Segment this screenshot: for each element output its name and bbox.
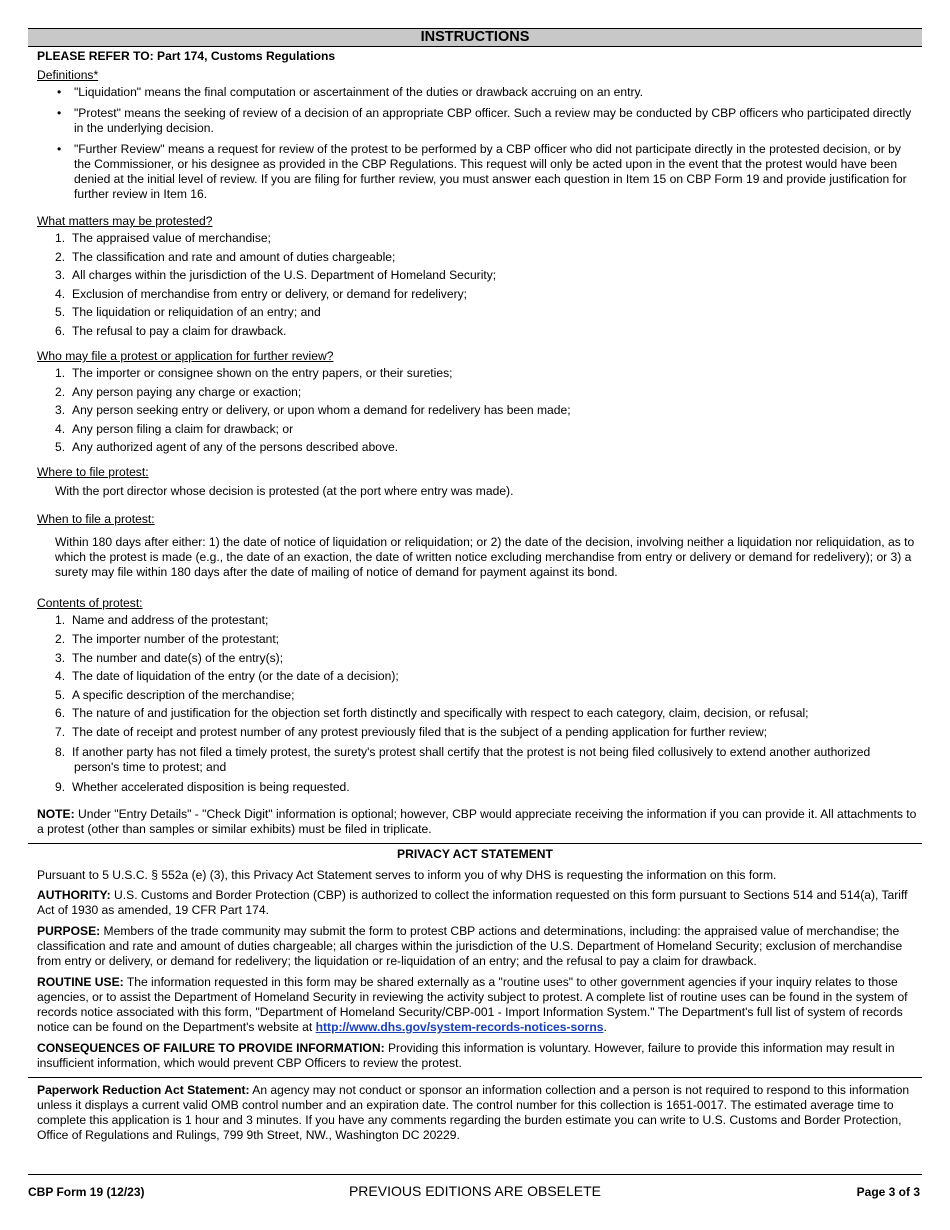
where-text: With the port director whose decision is protested (at the port where entry was made). — [55, 484, 514, 499]
list-item: 6. The nature of and justification for the objection set forth distinctly and specifically with respect to each category, claim, decision, or refusal; — [55, 706, 809, 721]
list-item: 6. The refusal to pay a claim for drawback. — [55, 323, 287, 338]
authority-paragraph: AUTHORITY: U.S. Customs and Border Protection (CBP) is authorized to collect the information requested on this form pursuant to Sections 514 and 514(a), Tariff Act of 1930 as amended, 19 CFR Part 174. — [37, 887, 908, 917]
refer-line: PLEASE REFER TO: Part 174, Customs Regulations — [37, 49, 336, 63]
divider — [28, 1077, 922, 1078]
privacy-header: PRIVACY ACT STATEMENT — [397, 846, 553, 861]
where-heading: Where to file protest: — [37, 465, 149, 480]
bullet-icon: • — [57, 85, 62, 99]
privacy-body — [28, 868, 922, 1071]
list-item: 4. The date of liquidation of the entry (or the date of a decision); — [55, 669, 399, 684]
form-id: CBP Form 19 (12/23) — [28, 1185, 145, 1199]
definitions-list — [37, 85, 918, 202]
what-heading: What matters may be protested? — [37, 214, 213, 228]
consequences-paragraph: CONSEQUENCES OF FAILURE TO PROVIDE INFORMATION: Providing this information is voluntary. However, failure to provide this information may result in insufficient information, which would prevent CBP Officers to review the protest. — [37, 1040, 895, 1070]
definition-item: • "Protest" means the seeking of review of a decision of an appropriate CBP officer. Such a review may be conducted by CBP officers who participated directly in the underlying decision. — [57, 106, 912, 135]
list-item: 5. Any authorized agent of any of the persons described above. — [55, 440, 399, 455]
note-paragraph: NOTE: Under "Entry Details" - "Check Digit" information is optional; however, CBP would appreciate receiving the information if you can provide it. All attachments to a protest (other than samples or similar exhibits) must be filed in triplicate. — [37, 806, 917, 836]
page-footer — [28, 1174, 922, 1205]
routine-use-paragraph: ROUTINE USE: The information requested in this form may be shared externally as a "routine uses" to other government agencies if your inquiry relates to those agencies, or to assist the Department of Homeland Security in reviewing the activity subject to protest. A complete list of routine uses can be found in the system of records notice associated with this form, "Department of Homeland Security/CBP-001 - Import Information System." The Department's full list of system of records notice can be found on the Department's website at http://www.dhs.gov/system-records-notices-sorns. — [37, 974, 908, 1034]
page-number: Page 3 of 3 — [856, 1185, 920, 1199]
list-item: 2. The importer number of the protestant; — [55, 631, 280, 646]
list-item: 4. Any person filing a claim for drawback; or — [55, 421, 294, 436]
paperwork-body — [28, 1083, 922, 1143]
when-text: Within 180 days after either: 1) the date of notice of liquidation or reliquidation; or 2) the date of the decision, involving neither a liquidation nor reliquidation, as to which the protest is made (e.g., the date of an exaction, the date of written notice excluding merchandise from entry or delivery or demand for redelivery); or 3) a surety may file within 180 days after the date of mailing of notice of demand for payment against its bond. — [55, 535, 915, 580]
note-label: NOTE: — [37, 806, 75, 821]
what-list — [37, 231, 918, 339]
sorns-link[interactable]: http://www.dhs.gov/system-records-notices-sorns — [315, 1019, 604, 1034]
definition-item: • "Further Review" means a request for review of the protest to be performed by a CBP officer who did not participate directly in the protested decision, or by the Commissioner, or his designee as provided in the CBP Regulations. This request will only be acted upon in the event that the protest would have been denied at the initial level of review. If you are filing for further review, you must answer each question in Item 15 on CBP Form 19 and provide justification for further review in Item 16. — [57, 142, 907, 201]
list-item: 3. Any person seeking entry or delivery, or upon whom a demand for redelivery has been made; — [55, 403, 571, 418]
list-item: 2. Any person paying any charge or exaction; — [55, 384, 302, 399]
when-heading: When to file a protest: — [37, 512, 155, 527]
list-item: 7. The date of receipt and protest number of any protest previously filed that is the subject of a pending application for further review; — [55, 724, 768, 739]
instructions-body — [28, 49, 922, 837]
divider — [28, 843, 922, 844]
list-item: 4. Exclusion of merchandise from entry or delivery, or demand for redelivery; — [55, 286, 468, 301]
list-item: 3. The number and date(s) of the entry(s); — [55, 650, 284, 665]
who-heading: Who may file a protest or application for further review? — [37, 348, 334, 363]
privacy-intro: Pursuant to 5 U.S.C. § 552a (e) (3), this Privacy Act Statement serves to inform you of why DHS is requesting the information on this form. — [37, 867, 777, 882]
contents-list — [37, 613, 918, 795]
contents-heading: Contents of protest: — [37, 596, 143, 611]
list-item: 8. If another party has not filed a timely protest, the surety's protest shall certify that the protest is not being filed collusively to extend another authorized person's time to protest; and — [55, 744, 871, 774]
bullet-icon: • — [57, 106, 62, 120]
list-item: 1. Name and address of the protestant; — [55, 613, 269, 628]
paperwork-paragraph: Paperwork Reduction Act Statement: An agency may not conduct or sponsor an information collection and a person is not required to respond to this information unless it displays a current valid OMB control number and an expiration date. The control number for this collection is 1651-0017. The estimated average time to complete this application is 1 hour and 3 minutes. If you have any comments regarding the burden estimate you can write to U.S. Customs and Border Protection, Office of Regulations and Rulings, 799 9th Street, NW., Washington DC 20229. — [37, 1082, 910, 1142]
definitions-heading: Definitions* — [37, 68, 99, 82]
list-item: 1. The appraised value of merchandise; — [55, 231, 271, 245]
list-item: 3. All charges within the jurisdiction of the U.S. Department of Homeland Security; — [55, 268, 497, 283]
who-list — [37, 366, 918, 455]
instructions-header: INSTRUCTIONS — [28, 28, 922, 47]
form-page — [28, 28, 922, 1143]
list-item: 5. The liquidation or reliquidation of an entry; and — [55, 305, 321, 320]
purpose-paragraph: PURPOSE: Members of the trade community may submit the form to protest CBP actions and determinations, including: the appraised value of merchandise; the classification and rate and amount of duties chargeable; all charges within the jurisdiction of the U.S. Department of Homeland Security; exclusion of merchandise from entry or delivery, or demand for redelivery; the liquidation or re-liquidation of an entry; and the refusal to pay a claim for drawback. — [37, 923, 903, 968]
editions-notice: PREVIOUS EDITIONS ARE OBSELETE — [348, 1183, 602, 1199]
list-item: 2. The classification and rate and amount of duties chargeable; — [55, 249, 396, 264]
definition-item: • "Liquidation" means the final computation or ascertainment of the duties or drawback accruing on an entry. — [57, 85, 644, 99]
bullet-icon: • — [57, 142, 62, 156]
list-item: 1. The importer or consignee shown on the entry papers, or their sureties; — [55, 365, 453, 380]
list-item: 9. Whether accelerated disposition is being requested. — [55, 779, 350, 794]
list-item: 5. A specific description of the merchandise; — [55, 687, 295, 702]
